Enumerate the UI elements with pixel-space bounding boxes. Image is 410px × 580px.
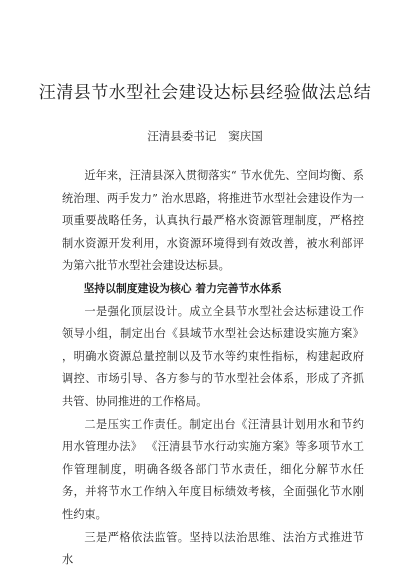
paragraph-point-1: 一是强化顶层设计。成立全县节水型社会达标建设工作领导小组，制定出台《县域节水型社会达标建设实施方案》 ，明确水资源总量控制以及节水等约束性指标，构建起政府调控、市场引导、各方参与的节水型社会体系，形成了齐抓共管、协同推进的工作格局。	[62, 304, 364, 408]
paragraph-point-2: 二是压实工作责任。制定出台《汪清县计划用水和节约用水管理办法》 《汪清县节水行动实施方案》等多项节水工作管理制度，明确各级各部门节水责任，细化分解节水任务，并将节水工作纳入年度目标绩效考核，全面强化节水刚性约束。	[62, 417, 364, 521]
paragraph-point-3: 三是严格依法监管。坚持以法治思维、法治方式推进节水	[62, 530, 364, 567]
author-name: 窦庆国	[228, 129, 263, 143]
section-heading: 坚持以制度建设为核心 着力完善节水体系	[83, 281, 282, 295]
document-body	[62, 165, 364, 572]
author-role: 汪清县委书记	[147, 129, 217, 143]
document-title: 汪清县节水型社会建设达标县经验做法总结	[38, 83, 372, 103]
author-line	[0, 128, 410, 144]
paragraph-intro: 近年来，汪清县深入贯彻落实“ 节水优先、空间均衡、系统治理、两手发力” 治水思路，将推进节水型社会建设作为一项重要战略任务，认真执行最严格水资源管理制度，严格控制水资源开发利用，水资源环境得到有效改善，被水利部评为第六批节水型社会建设达标县。	[62, 169, 364, 273]
